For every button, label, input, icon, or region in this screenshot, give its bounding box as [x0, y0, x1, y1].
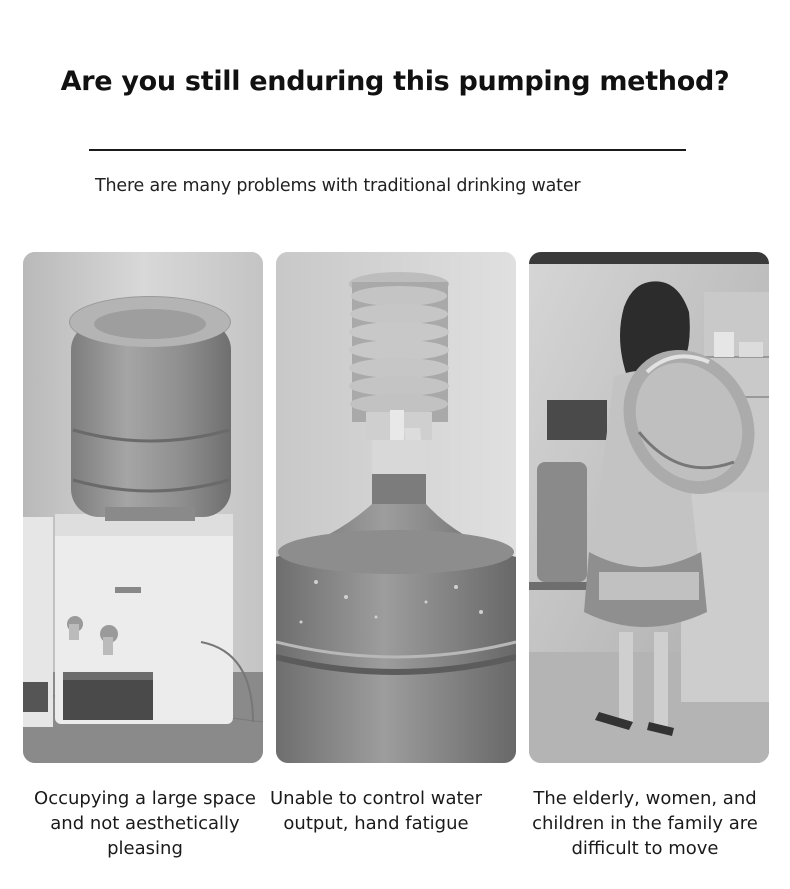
page-subtitle: There are many problems with traditional drinking water: [95, 176, 581, 196]
caption-space: Occupying a large space and not aesthetically pleasing: [34, 788, 256, 859]
woman-carrying-bottle-photo: [529, 252, 769, 763]
caption-difficult-to-move: The elderly, women, and children in the family are difficult to move: [532, 788, 758, 859]
water-dispenser-icon: [23, 252, 263, 763]
title-divider: [89, 149, 686, 151]
page-title: Are you still enduring this pumping method?: [60, 66, 730, 97]
caption-water-control: Unable to control water output, hand fatigue: [269, 788, 483, 834]
water-dispenser-photo: [23, 252, 263, 763]
manual-pump-icon: [276, 252, 516, 763]
woman-carrying-bottle-icon: [529, 252, 769, 763]
manual-pump-bottle-photo: [276, 252, 516, 763]
